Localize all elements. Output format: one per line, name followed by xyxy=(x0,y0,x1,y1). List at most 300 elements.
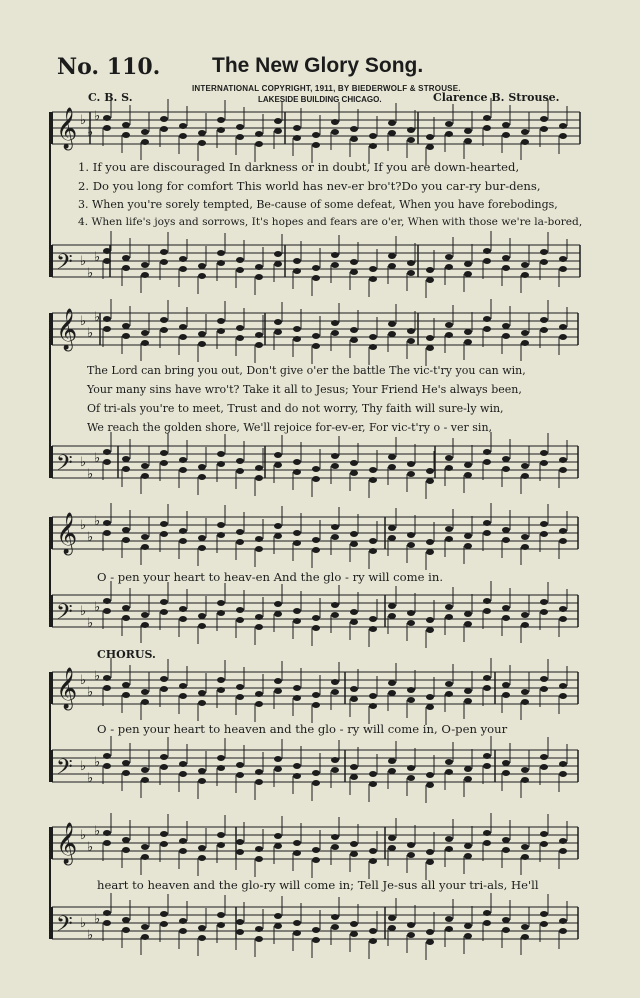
note-head xyxy=(483,459,491,465)
note-head xyxy=(160,921,168,927)
note-head xyxy=(293,840,301,846)
note-head xyxy=(464,472,472,478)
note-head xyxy=(103,459,111,465)
note-head xyxy=(350,921,358,927)
note-head xyxy=(103,326,111,332)
note-head xyxy=(426,144,434,150)
note-head xyxy=(483,763,491,769)
note-head xyxy=(540,521,548,527)
note-head xyxy=(103,115,111,121)
note-head xyxy=(521,924,529,930)
note-head xyxy=(464,329,472,335)
note-head xyxy=(426,345,434,351)
note-head xyxy=(464,339,472,345)
note-head xyxy=(274,452,282,458)
note-head xyxy=(198,545,206,551)
note-head xyxy=(464,621,472,627)
note-head xyxy=(483,520,491,526)
note-head xyxy=(559,334,567,340)
note-head xyxy=(445,759,453,765)
note-head xyxy=(445,916,453,922)
note-head xyxy=(274,678,282,684)
note-head xyxy=(122,265,130,271)
note-head xyxy=(426,627,434,633)
note-head xyxy=(198,845,206,851)
note-head xyxy=(502,837,510,843)
note-head xyxy=(198,855,206,861)
flat-sign: ♭ xyxy=(87,616,94,631)
note-head xyxy=(350,531,358,537)
note-head xyxy=(350,337,358,343)
note-head xyxy=(502,615,510,621)
note-head xyxy=(198,464,206,470)
note-head xyxy=(293,618,301,624)
note-head xyxy=(483,685,491,691)
note-head xyxy=(255,856,263,862)
note-head xyxy=(464,933,472,939)
note-head xyxy=(122,333,130,339)
note-head xyxy=(521,854,529,860)
note-head xyxy=(255,936,263,942)
note-head xyxy=(388,690,396,696)
note-head xyxy=(293,336,301,342)
note-head xyxy=(407,260,415,266)
note-head xyxy=(103,520,111,526)
note-head xyxy=(236,772,244,778)
flat-sign: ♭ xyxy=(80,673,87,688)
note-head xyxy=(521,129,529,135)
note-head xyxy=(350,841,358,847)
note-head xyxy=(502,760,510,766)
note-head xyxy=(445,131,453,137)
note-head xyxy=(369,133,377,139)
bass-clef: 𝄢 xyxy=(56,912,73,942)
note-head xyxy=(502,265,510,271)
note-head xyxy=(122,615,130,621)
note-head xyxy=(483,830,491,836)
note-head xyxy=(521,689,529,695)
note-head xyxy=(502,537,510,543)
note-head xyxy=(331,689,339,695)
note-head xyxy=(274,462,282,468)
note-head xyxy=(141,272,149,278)
note-head xyxy=(293,773,301,779)
note-head xyxy=(160,531,168,537)
note-head xyxy=(122,255,130,261)
note-head xyxy=(369,848,377,854)
note-head xyxy=(502,917,510,923)
note-head xyxy=(464,261,472,267)
note-head xyxy=(312,142,320,148)
note-head xyxy=(369,143,377,149)
note-head xyxy=(236,919,244,925)
note-head xyxy=(407,932,415,938)
note-head xyxy=(369,344,377,350)
note-head xyxy=(103,840,111,846)
note-head xyxy=(217,522,225,528)
note-head xyxy=(445,604,453,610)
note-head xyxy=(331,262,339,268)
note-head xyxy=(236,335,244,341)
note-head xyxy=(521,622,529,628)
flat-sign: ♭ xyxy=(87,530,94,545)
note-head xyxy=(464,533,472,539)
note-head xyxy=(521,272,529,278)
note-head xyxy=(274,251,282,257)
note-head xyxy=(293,135,301,141)
note-head xyxy=(236,468,244,474)
note-head xyxy=(141,544,149,550)
note-head xyxy=(141,473,149,479)
note-head xyxy=(103,125,111,131)
note-head xyxy=(274,688,282,694)
note-head xyxy=(141,612,149,618)
note-head xyxy=(445,465,453,471)
note-head xyxy=(521,934,529,940)
note-head xyxy=(217,328,225,334)
note-head xyxy=(236,694,244,700)
note-head xyxy=(540,259,548,265)
note-head xyxy=(141,924,149,930)
note-head xyxy=(502,466,510,472)
note-head xyxy=(217,461,225,467)
flat-sign: ♭ xyxy=(87,467,94,482)
note-head xyxy=(388,603,396,609)
note-head xyxy=(198,778,206,784)
note-head xyxy=(521,340,529,346)
note-head xyxy=(350,686,358,692)
note-head xyxy=(559,761,567,767)
note-head xyxy=(502,333,510,339)
note-head xyxy=(217,687,225,693)
note-head xyxy=(103,920,111,926)
note-head xyxy=(293,685,301,691)
note-head xyxy=(483,449,491,455)
note-head xyxy=(103,608,111,614)
note-head xyxy=(274,523,282,529)
flat-sign: ♭ xyxy=(80,604,87,619)
note-head xyxy=(521,777,529,783)
note-head xyxy=(312,476,320,482)
note-head xyxy=(464,462,472,468)
note-head xyxy=(559,693,567,699)
note-head xyxy=(521,463,529,469)
note-head xyxy=(407,765,415,771)
note-head xyxy=(198,273,206,279)
note-head xyxy=(483,115,491,121)
note-head xyxy=(122,527,130,533)
note-head xyxy=(369,548,377,554)
note-head xyxy=(350,259,358,265)
note-head xyxy=(293,469,301,475)
note-head xyxy=(388,613,396,619)
note-head xyxy=(369,266,377,272)
note-head xyxy=(255,342,263,348)
note-head xyxy=(350,696,358,702)
note-head xyxy=(540,599,548,605)
note-head xyxy=(179,266,187,272)
note-head xyxy=(559,683,567,689)
flat-sign: ♭ xyxy=(87,685,94,700)
note-head xyxy=(179,693,187,699)
note-head xyxy=(122,537,130,543)
note-head xyxy=(160,599,168,605)
note-head xyxy=(255,264,263,270)
note-head xyxy=(293,930,301,936)
note-head xyxy=(388,835,396,841)
note-head xyxy=(350,136,358,142)
note-head xyxy=(388,680,396,686)
note-head xyxy=(236,325,244,331)
note-head xyxy=(407,542,415,548)
note-head xyxy=(464,698,472,704)
note-head xyxy=(521,767,529,773)
note-head xyxy=(464,128,472,134)
note-head xyxy=(464,843,472,849)
note-head xyxy=(312,692,320,698)
note-head xyxy=(122,692,130,698)
note-head xyxy=(350,460,358,466)
note-head xyxy=(388,915,396,921)
note-head xyxy=(274,533,282,539)
note-head xyxy=(179,457,187,463)
note-head xyxy=(388,464,396,470)
note-head xyxy=(217,250,225,256)
note-head xyxy=(445,455,453,461)
note-head xyxy=(521,544,529,550)
note-head xyxy=(122,122,130,128)
note-head xyxy=(122,770,130,776)
note-head xyxy=(236,267,244,273)
note-head xyxy=(122,466,130,472)
note-head xyxy=(274,923,282,929)
note-head xyxy=(388,263,396,269)
note-head xyxy=(331,612,339,618)
note-head xyxy=(426,772,434,778)
note-head xyxy=(160,754,168,760)
note-head xyxy=(331,252,339,258)
lyricist-credit: C. B. S. xyxy=(88,91,133,104)
note-head xyxy=(445,614,453,620)
note-head xyxy=(160,259,168,265)
note-head xyxy=(255,779,263,785)
note-head xyxy=(426,859,434,865)
note-head xyxy=(236,124,244,130)
note-head xyxy=(141,262,149,268)
note-head xyxy=(236,607,244,613)
treble-clef: 𝄞 xyxy=(56,309,78,350)
note-head xyxy=(350,126,358,132)
note-head xyxy=(559,256,567,262)
note-head xyxy=(103,449,111,455)
note-head xyxy=(559,838,567,844)
note-head xyxy=(274,756,282,762)
note-head xyxy=(217,318,225,324)
note-head xyxy=(179,838,187,844)
note-head xyxy=(559,123,567,129)
note-head xyxy=(483,326,491,332)
note-head xyxy=(293,530,301,536)
note-head xyxy=(179,928,187,934)
note-head xyxy=(445,691,453,697)
note-head xyxy=(426,704,434,710)
note-head xyxy=(198,130,206,136)
note-head xyxy=(331,330,339,336)
note-head xyxy=(540,249,548,255)
verse-3-line: 3. When you're sorely tempted, Be-cause of some defeat, When you have forebodings, xyxy=(78,198,558,211)
note-head xyxy=(160,764,168,770)
note-head xyxy=(426,478,434,484)
note-head xyxy=(559,538,567,544)
note-head xyxy=(407,922,415,928)
note-head xyxy=(407,775,415,781)
note-head xyxy=(445,332,453,338)
note-head xyxy=(369,938,377,944)
note-head xyxy=(559,528,567,534)
note-head xyxy=(255,691,263,697)
note-head xyxy=(407,532,415,538)
note-head xyxy=(141,844,149,850)
note-head xyxy=(312,265,320,271)
note-head xyxy=(198,140,206,146)
note-head xyxy=(559,457,567,463)
note-head xyxy=(483,840,491,846)
note-head xyxy=(331,320,339,326)
note-head xyxy=(179,528,187,534)
flat-sign: ♭ xyxy=(94,755,101,770)
note-head xyxy=(160,460,168,466)
note-head xyxy=(521,473,529,479)
note-head xyxy=(122,682,130,688)
note-head xyxy=(103,258,111,264)
note-head xyxy=(350,619,358,625)
note-head xyxy=(293,125,301,131)
note-head xyxy=(483,608,491,614)
note-head xyxy=(217,451,225,457)
note-head xyxy=(502,927,510,933)
note-head xyxy=(407,471,415,477)
note-head xyxy=(160,126,168,132)
note-head xyxy=(179,538,187,544)
note-head xyxy=(255,475,263,481)
note-head xyxy=(198,690,206,696)
note-head xyxy=(293,695,301,701)
note-head xyxy=(293,763,301,769)
note-head xyxy=(236,529,244,535)
flat-sign: ♭ xyxy=(80,518,87,533)
note-head xyxy=(483,675,491,681)
note-head xyxy=(255,846,263,852)
note-head xyxy=(141,534,149,540)
note-head xyxy=(540,317,548,323)
flat-sign: ♭ xyxy=(87,771,94,786)
note-head xyxy=(122,917,130,923)
note-head xyxy=(445,681,453,687)
note-head xyxy=(331,834,339,840)
note-head xyxy=(407,461,415,467)
note-head xyxy=(426,549,434,555)
note-head xyxy=(445,526,453,532)
note-head xyxy=(179,324,187,330)
note-head xyxy=(407,852,415,858)
note-head xyxy=(502,527,510,533)
note-head xyxy=(236,839,244,845)
treble-clef: 𝄞 xyxy=(56,668,78,709)
note-head xyxy=(179,761,187,767)
note-head xyxy=(540,531,548,537)
note-head xyxy=(236,617,244,623)
note-head xyxy=(217,922,225,928)
note-head xyxy=(445,322,453,328)
note-head xyxy=(388,758,396,764)
flat-sign: ♭ xyxy=(94,109,101,124)
note-head xyxy=(502,692,510,698)
note-head xyxy=(217,842,225,848)
note-head xyxy=(274,843,282,849)
note-head xyxy=(426,539,434,545)
note-head xyxy=(426,277,434,283)
note-head xyxy=(198,935,206,941)
note-head xyxy=(521,699,529,705)
hymn-title: The New Glory Song. xyxy=(212,54,424,77)
note-head xyxy=(198,623,206,629)
note-head xyxy=(274,601,282,607)
note-head xyxy=(464,853,472,859)
note-head xyxy=(160,317,168,323)
note-head xyxy=(502,847,510,853)
note-head xyxy=(198,613,206,619)
note-head xyxy=(179,467,187,473)
note-head xyxy=(312,537,320,543)
note-head xyxy=(464,776,472,782)
note-head xyxy=(350,764,358,770)
flat-sign: ♭ xyxy=(80,254,87,269)
note-head xyxy=(388,130,396,136)
note-head xyxy=(103,910,111,916)
note-head xyxy=(255,274,263,280)
note-head xyxy=(388,120,396,126)
note-head xyxy=(160,249,168,255)
note-head xyxy=(312,927,320,933)
note-head xyxy=(331,924,339,930)
chorus-lyric-1: O - pen your heart to heaven and the glo - ry will come in, O-pen your xyxy=(97,722,508,736)
note-head xyxy=(559,771,567,777)
verse-2-line: 2. Do you long for comfort This world has nev-er bro't?Do you car-ry bur-dens, xyxy=(78,179,541,193)
note-head xyxy=(217,260,225,266)
note-head xyxy=(198,263,206,269)
note-head xyxy=(103,830,111,836)
note-head xyxy=(312,702,320,708)
note-head xyxy=(293,268,301,274)
note-head xyxy=(502,682,510,688)
note-head xyxy=(540,841,548,847)
flat-sign: ♭ xyxy=(94,451,101,466)
chorus-label: CHORUS. xyxy=(97,648,156,661)
note-head xyxy=(407,697,415,703)
note-head xyxy=(407,842,415,848)
note-head xyxy=(103,675,111,681)
hymn-number: No. 110. xyxy=(57,54,161,80)
note-head xyxy=(236,929,244,935)
note-head xyxy=(255,701,263,707)
note-head xyxy=(445,926,453,932)
note-head xyxy=(483,753,491,759)
note-head xyxy=(350,470,358,476)
note-head xyxy=(255,624,263,630)
note-head xyxy=(179,848,187,854)
note-head xyxy=(407,270,415,276)
flat-sign: ♭ xyxy=(87,928,94,943)
